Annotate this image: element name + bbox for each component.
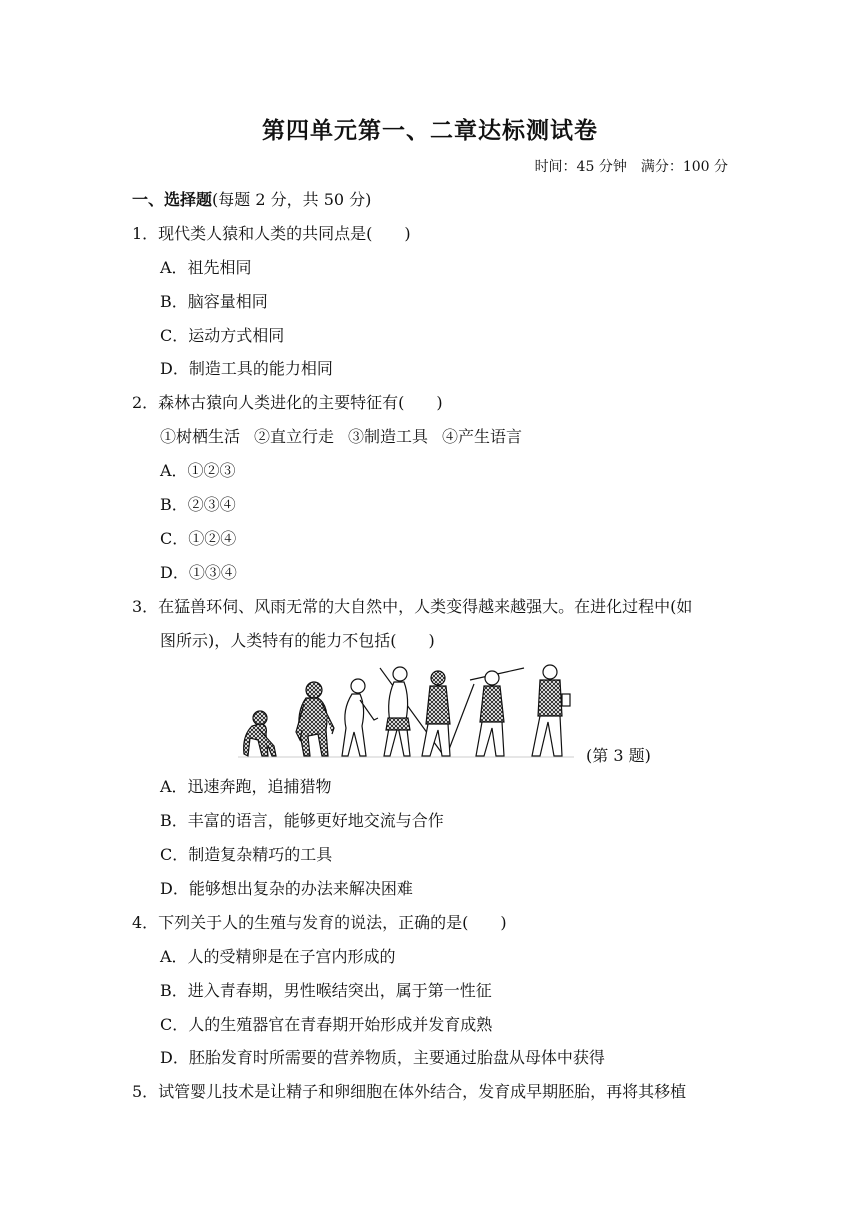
q3-option-c: C．制造复杂精巧的工具: [160, 845, 333, 864]
question-1: 1．现代类人猿和人类的共同点是( ): [132, 224, 411, 243]
q4-option-b: B．进入青春期，男性喉结突出，属于第一性征: [160, 981, 492, 1000]
q2-statement-3: ③制造工具: [348, 427, 429, 446]
figure-caption: (第 3 题): [586, 746, 651, 765]
q3-option-a: A．迅速奔跑，追捕猎物: [160, 777, 332, 796]
q2-option-d: D．①③④: [160, 563, 237, 582]
q1-option-b: B．脑容量相同: [160, 292, 268, 311]
question-3-line-2: 图所示)，人类特有的能力不包括( ): [160, 631, 435, 650]
section-heading: [132, 189, 371, 211]
time-limit: 时间：45 分钟: [534, 159, 627, 175]
evolution-stage-2-icon: [296, 682, 334, 756]
q2-option-c: C．①②④: [160, 529, 237, 548]
question-5: 5．试管婴儿技术是让精子和卵细胞在体外结合，发育成早期胚胎，再将其移植: [132, 1082, 687, 1101]
q4-option-a: A．人的受精卵是在子宫内形成的: [160, 947, 396, 966]
evolution-stage-5-icon: [422, 671, 474, 756]
q2-statement-4: ④产生语言: [442, 427, 523, 446]
q2-option-b: B．②③④: [160, 495, 236, 514]
q3-option-b: B．丰富的语言，能够更好地交流与合作: [160, 811, 444, 830]
q1-option-d: D．制造工具的能力相同: [160, 359, 333, 378]
q2-statement-2: ②直立行走: [254, 427, 335, 446]
section-title: 一、选择题: [132, 190, 213, 209]
human-evolution-figure: [238, 660, 578, 762]
q4-option-d: D．胚胎发育时所需要的营养物质，主要通过胎盘从母体中获得: [160, 1048, 605, 1067]
q4-option-c: C．人的生殖器官在青春期开始形成并发育成熟: [160, 1015, 493, 1034]
page-title: 第四单元第一、二章达标测试卷: [262, 118, 598, 144]
q1-option-a: A．祖先相同: [160, 258, 252, 277]
evolution-stage-6-icon: [470, 668, 524, 756]
evolution-stage-7-icon: [532, 665, 570, 756]
q2-option-a: A．①②③: [160, 461, 236, 480]
q1-option-c: C．运动方式相同: [160, 326, 285, 345]
exam-meta: [535, 156, 728, 176]
evolution-stage-3-icon: [342, 679, 378, 756]
q2-statement-1: ①树栖生活: [160, 427, 241, 446]
q2-statements: [160, 426, 522, 448]
question-4: 4．下列关于人的生殖与发育的说法，正确的是( ): [132, 913, 507, 932]
question-2: 2．森林古猿向人类进化的主要特征有( ): [132, 393, 443, 412]
section-note: (每题 2 分，共 50 分): [212, 190, 372, 209]
q3-option-d: D．能够想出复杂的办法来解决困难: [160, 879, 413, 898]
question-3-line-1: 3．在猛兽环伺、风雨无常的大自然中，人类变得越来越强大。在进化过程中(如: [132, 597, 693, 616]
full-score: 满分：100 分: [640, 159, 728, 175]
evolution-stage-1-icon: [244, 711, 276, 756]
